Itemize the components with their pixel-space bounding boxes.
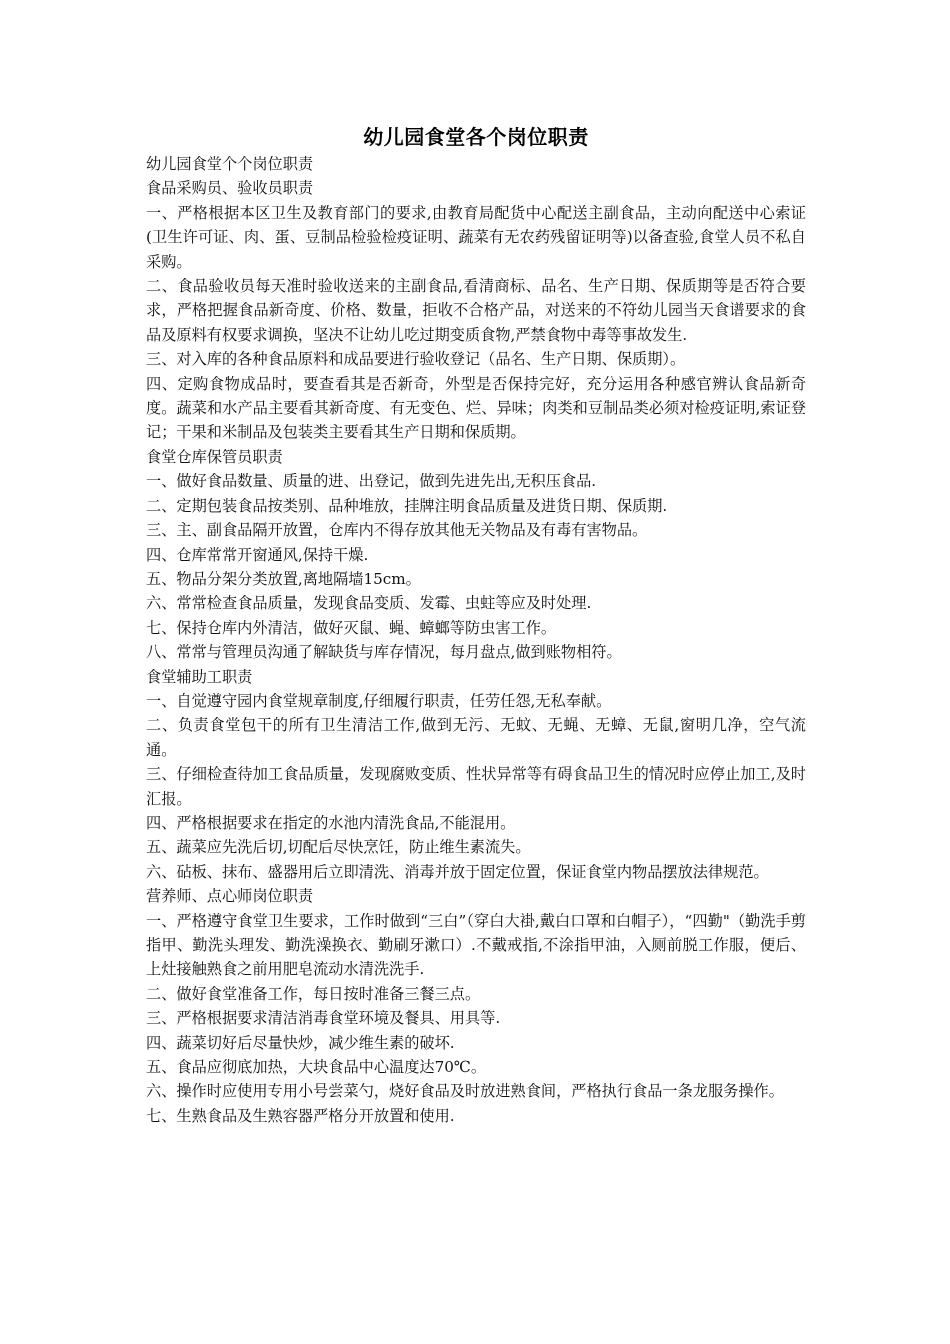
body-paragraph: 六、常常检查食品质量，发现食品变质、发霉、虫蛀等应及时处理. xyxy=(146,594,592,613)
body-paragraph: 五、物品分架分类放置,离地隔墙15cm。 xyxy=(146,569,421,588)
body-paragraph: 幼儿园食堂个个岗位职责 xyxy=(146,155,314,173)
body-paragraph: 四、蔬菜切好后尽量快炒，减少维生素的破坏. xyxy=(146,1033,455,1052)
body-paragraph: 五、食品应彻底加热，大块食品中心温度达70℃。 xyxy=(146,1058,487,1077)
body-paragraph: 四、仓库常常开窗通风,保持干燥. xyxy=(146,545,369,564)
body-paragraph: 六、操作时应使用专用小号尝菜勺，烧好食品及时放进熟食间，严格执行食品一条龙服务操作。 xyxy=(146,1082,784,1101)
body-paragraph: 七、生熟食品及生熟容器严格分开放置和使用. xyxy=(146,1106,455,1125)
body-paragraph: 一、自觉遵守园内食堂规章制度,仔细履行职责，任劳任怨,无私奉献。 xyxy=(146,691,612,710)
body-paragraph: 四、定购食物成品时，要查看其是否新奇，外型是否保持完好，充分运用各种感官辨认食品新奇度。蔬菜和水产品主要看其新奇度、有无变色、烂、异味；肉类和豆制品类必须对检疫证明,索证登记；干果和米制品及包装类主要看其生产日期和保质期。 xyxy=(146,374,806,442)
body-paragraph: 七、保持仓库内外清洁，做好灭鼠、蝇、蟑螂等防虫害工作。 xyxy=(146,618,557,637)
body-paragraph: 五、蔬菜应先洗后切,切配后尽快烹饪，防止维生素流失。 xyxy=(146,838,531,857)
section-heading-nutritionist: 营养师、点心师岗位职责 xyxy=(146,887,314,906)
body-paragraph: 三、对入库的各种食品原料和成品要进行验收登记（品名、生产日期、保质期）。 xyxy=(146,350,686,369)
body-paragraph: 四、严格根据要求在指定的水池内清洗食品,不能混用。 xyxy=(146,813,516,832)
body-paragraph: 三、仔细检查待加工食品质量，发现腐败变质、性状异常等有碍食品卫生的情况时应停止加工,及时汇报。 xyxy=(146,765,806,808)
body-paragraph: 二、做好食堂准备工作，每日按时准备三餐三点。 xyxy=(146,984,481,1003)
section-heading-warehouse: 食堂仓库保管员职责 xyxy=(146,447,283,466)
body-paragraph: 八、常常与管理员沟通了解缺货与库存情况，每月盘点,做到账物相符。 xyxy=(146,643,622,662)
document-page xyxy=(146,122,806,1128)
body-paragraph: 二、食品验收员每天准时验收送来的主副食品,看清商标、品名、生产日期、保质期等是否符合要求，严格把握食品新奇度、价格、数量，拒收不合格产品，对送来的不符幼儿园当天食谱要求的食品及原料有权要求调换，坚决不让幼儿吃过期变质食物,严禁食物中毒等事故发生. xyxy=(146,277,806,344)
body-paragraph: 二、定期包装食品按类别、品种堆放，挂牌注明食品质量及进货日期、保质期. xyxy=(146,496,668,515)
body-paragraph: 一、严格根据本区卫生及教育部门的要求,由教育局配货中心配送主副食品，主动向配送中心索证(卫生许可证、肉、蛋、豆制品检验检疫证明、蔬菜有无农药残留证明等)以备查验,食堂人员不私自采购。 xyxy=(146,203,806,271)
section-heading-assistant: 食堂辅助工职责 xyxy=(146,667,253,686)
section-heading-purchaser: 食品采购员、验收员职责 xyxy=(146,179,314,198)
body-paragraph: 一、做好食品数量、质量的进、出登记，做到先进先出,无积压食品. xyxy=(146,472,597,491)
body-paragraph: 六、砧板、抹布、盛器用后立即清洗、消毒并放于固定位置，保证食堂内物品摆放法律规范。 xyxy=(146,862,769,881)
body-paragraph: 三、主、副食品隔开放置，仓库内不得存放其他无关物品及有毒有害物品。 xyxy=(146,521,648,540)
body-paragraph: 二、负责食堂包干的所有卫生清洁工作,做到无污、无蚊、无蝇、无蟑、无鼠,窗明几净，空气流通。 xyxy=(146,716,806,759)
document-title: 幼儿园食堂各个岗位职责 xyxy=(363,125,589,149)
body-paragraph: 一、严格遵守食堂卫生要求，工作时做到“三白”（穿白大褂,戴白口罩和白帽子），“四勤"（勤洗手剪指甲、勤洗头理发、勤洗澡换衣、勤刷牙漱口）.不戴戒指,不涂指甲油，入厕前脱工作服，便后、上灶接触熟食之前用肥皂流动水清洗洗手. xyxy=(146,911,806,979)
body-paragraph: 三、严格根据要求清洁消毒食堂环境及餐具、用具等. xyxy=(146,1009,501,1028)
document-body xyxy=(146,152,806,1128)
